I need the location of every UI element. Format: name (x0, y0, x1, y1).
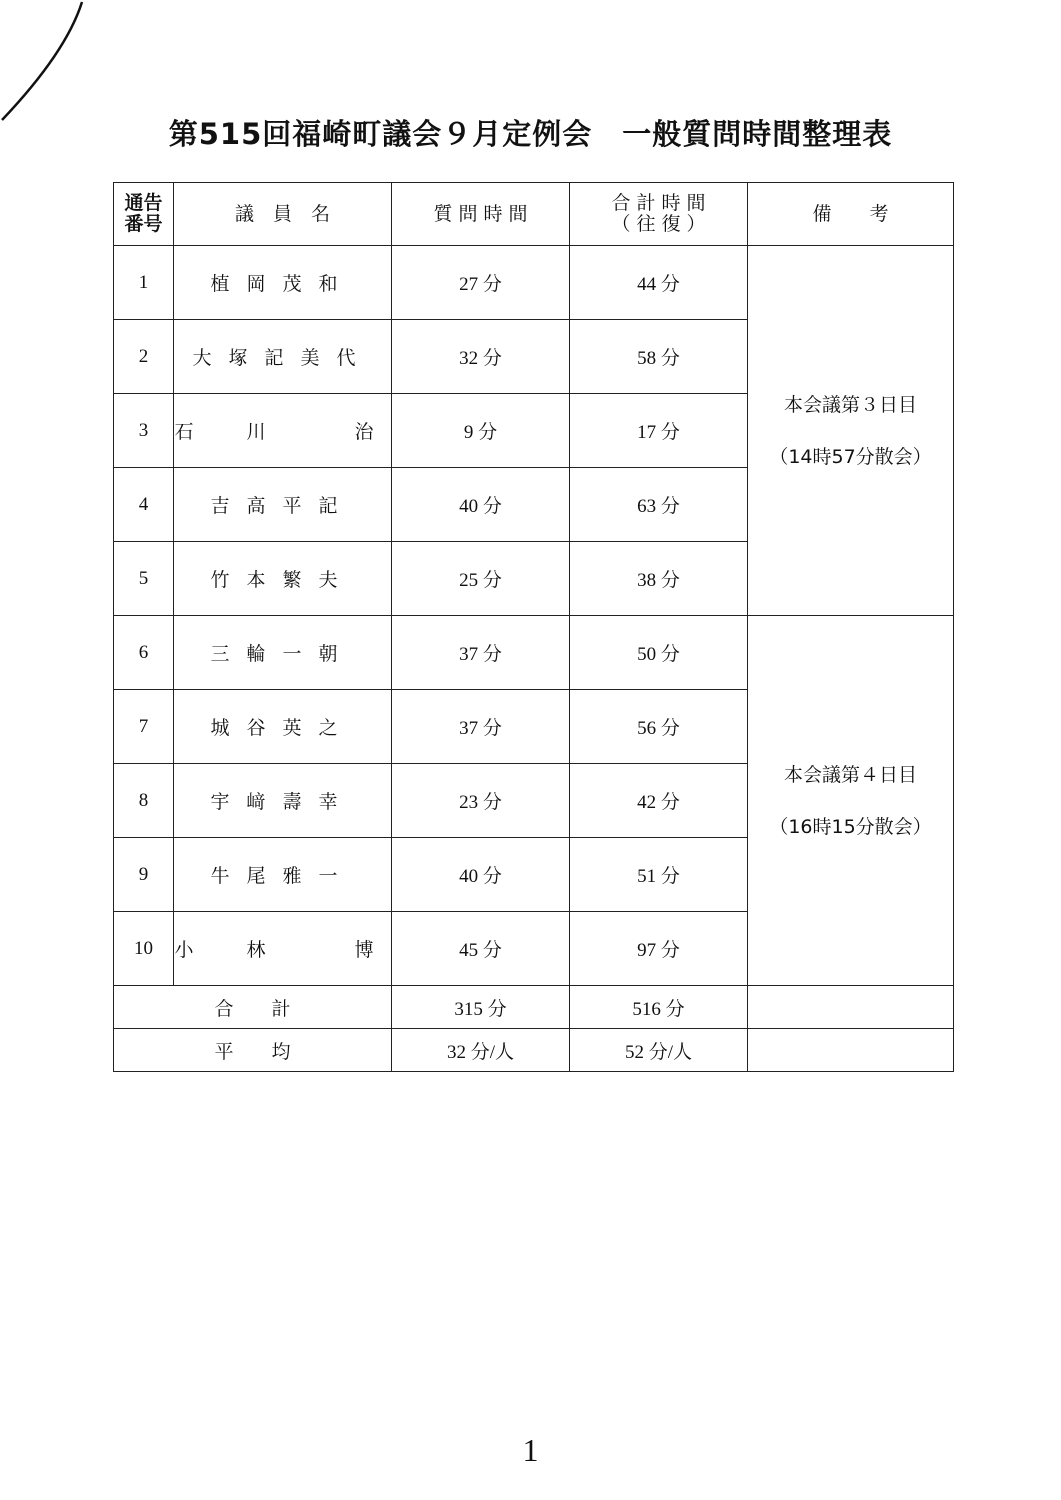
row-number: 3 (114, 394, 174, 468)
row-number: 7 (114, 690, 174, 764)
member-name: 小 林 博 (174, 912, 392, 986)
page-title: 第515回福崎町議会９月定例会 一般質問時間整理表 (168, 117, 893, 151)
question-time: 45 分 (392, 912, 570, 986)
row-number: 2 (114, 320, 174, 394)
row-number: 10 (114, 912, 174, 986)
table-header-row (114, 183, 954, 246)
total-time: 97 分 (570, 912, 748, 986)
row-number: 4 (114, 468, 174, 542)
remarks-day-4: 本会議第４日目 （16時15分散会） (748, 616, 954, 986)
member-name: 竹本繁夫 (174, 542, 392, 616)
header-remarks: 備 考 (748, 183, 954, 246)
table-row (114, 246, 954, 320)
remarks-day-3: 本会議第３日目 （14時57分散会） (748, 246, 954, 616)
total-time: 56 分 (570, 690, 748, 764)
average-remarks-empty (748, 1029, 954, 1072)
question-time: 27 分 (392, 246, 570, 320)
question-time: 25 分 (392, 542, 570, 616)
total-time: 44 分 (570, 246, 748, 320)
question-time-table (113, 182, 954, 1072)
question-time: 32 分 (392, 320, 570, 394)
header-notice-number: 通告 番号 (114, 183, 174, 246)
row-number: 6 (114, 616, 174, 690)
member-name: 石 川 治 (174, 394, 392, 468)
total-time: 50 分 (570, 616, 748, 690)
total-time: 38 分 (570, 542, 748, 616)
member-name: 宇﨑壽幸 (174, 764, 392, 838)
member-name: 大塚記美代 (174, 320, 392, 394)
question-time: 23 分 (392, 764, 570, 838)
member-name: 牛尾雅一 (174, 838, 392, 912)
member-name: 植岡茂和 (174, 246, 392, 320)
total-time: 63 分 (570, 468, 748, 542)
total-row (114, 986, 954, 1029)
total-label: 合 計 (114, 986, 392, 1029)
header-question-time: 質 問 時 間 (392, 183, 570, 246)
page-number: 1 (522, 1432, 539, 1468)
member-name: 吉高平記 (174, 468, 392, 542)
total-time: 42 分 (570, 764, 748, 838)
total-time: 51 分 (570, 838, 748, 912)
header-member-name: 議 員 名 (174, 183, 392, 246)
row-number: 1 (114, 246, 174, 320)
total-question-time: 315 分 (392, 986, 570, 1029)
row-number: 8 (114, 764, 174, 838)
question-time: 37 分 (392, 616, 570, 690)
average-round-trip-time: 52 分/人 (570, 1029, 748, 1072)
member-name: 三輪一朝 (174, 616, 392, 690)
average-row (114, 1029, 954, 1072)
total-time: 17 分 (570, 394, 748, 468)
average-label: 平 均 (114, 1029, 392, 1072)
total-round-trip-time: 516 分 (570, 986, 748, 1029)
question-time: 9 分 (392, 394, 570, 468)
pen-mark-decoration (0, 0, 90, 130)
row-number: 9 (114, 838, 174, 912)
question-time: 37 分 (392, 690, 570, 764)
total-time: 58 分 (570, 320, 748, 394)
average-question-time: 32 分/人 (392, 1029, 570, 1072)
table-row (114, 616, 954, 690)
header-total-time: 合 計 時 間 （ 往 復 ） (570, 183, 748, 246)
member-name: 城谷英之 (174, 690, 392, 764)
question-time: 40 分 (392, 838, 570, 912)
total-remarks-empty (748, 986, 954, 1029)
question-time: 40 分 (392, 468, 570, 542)
row-number: 5 (114, 542, 174, 616)
